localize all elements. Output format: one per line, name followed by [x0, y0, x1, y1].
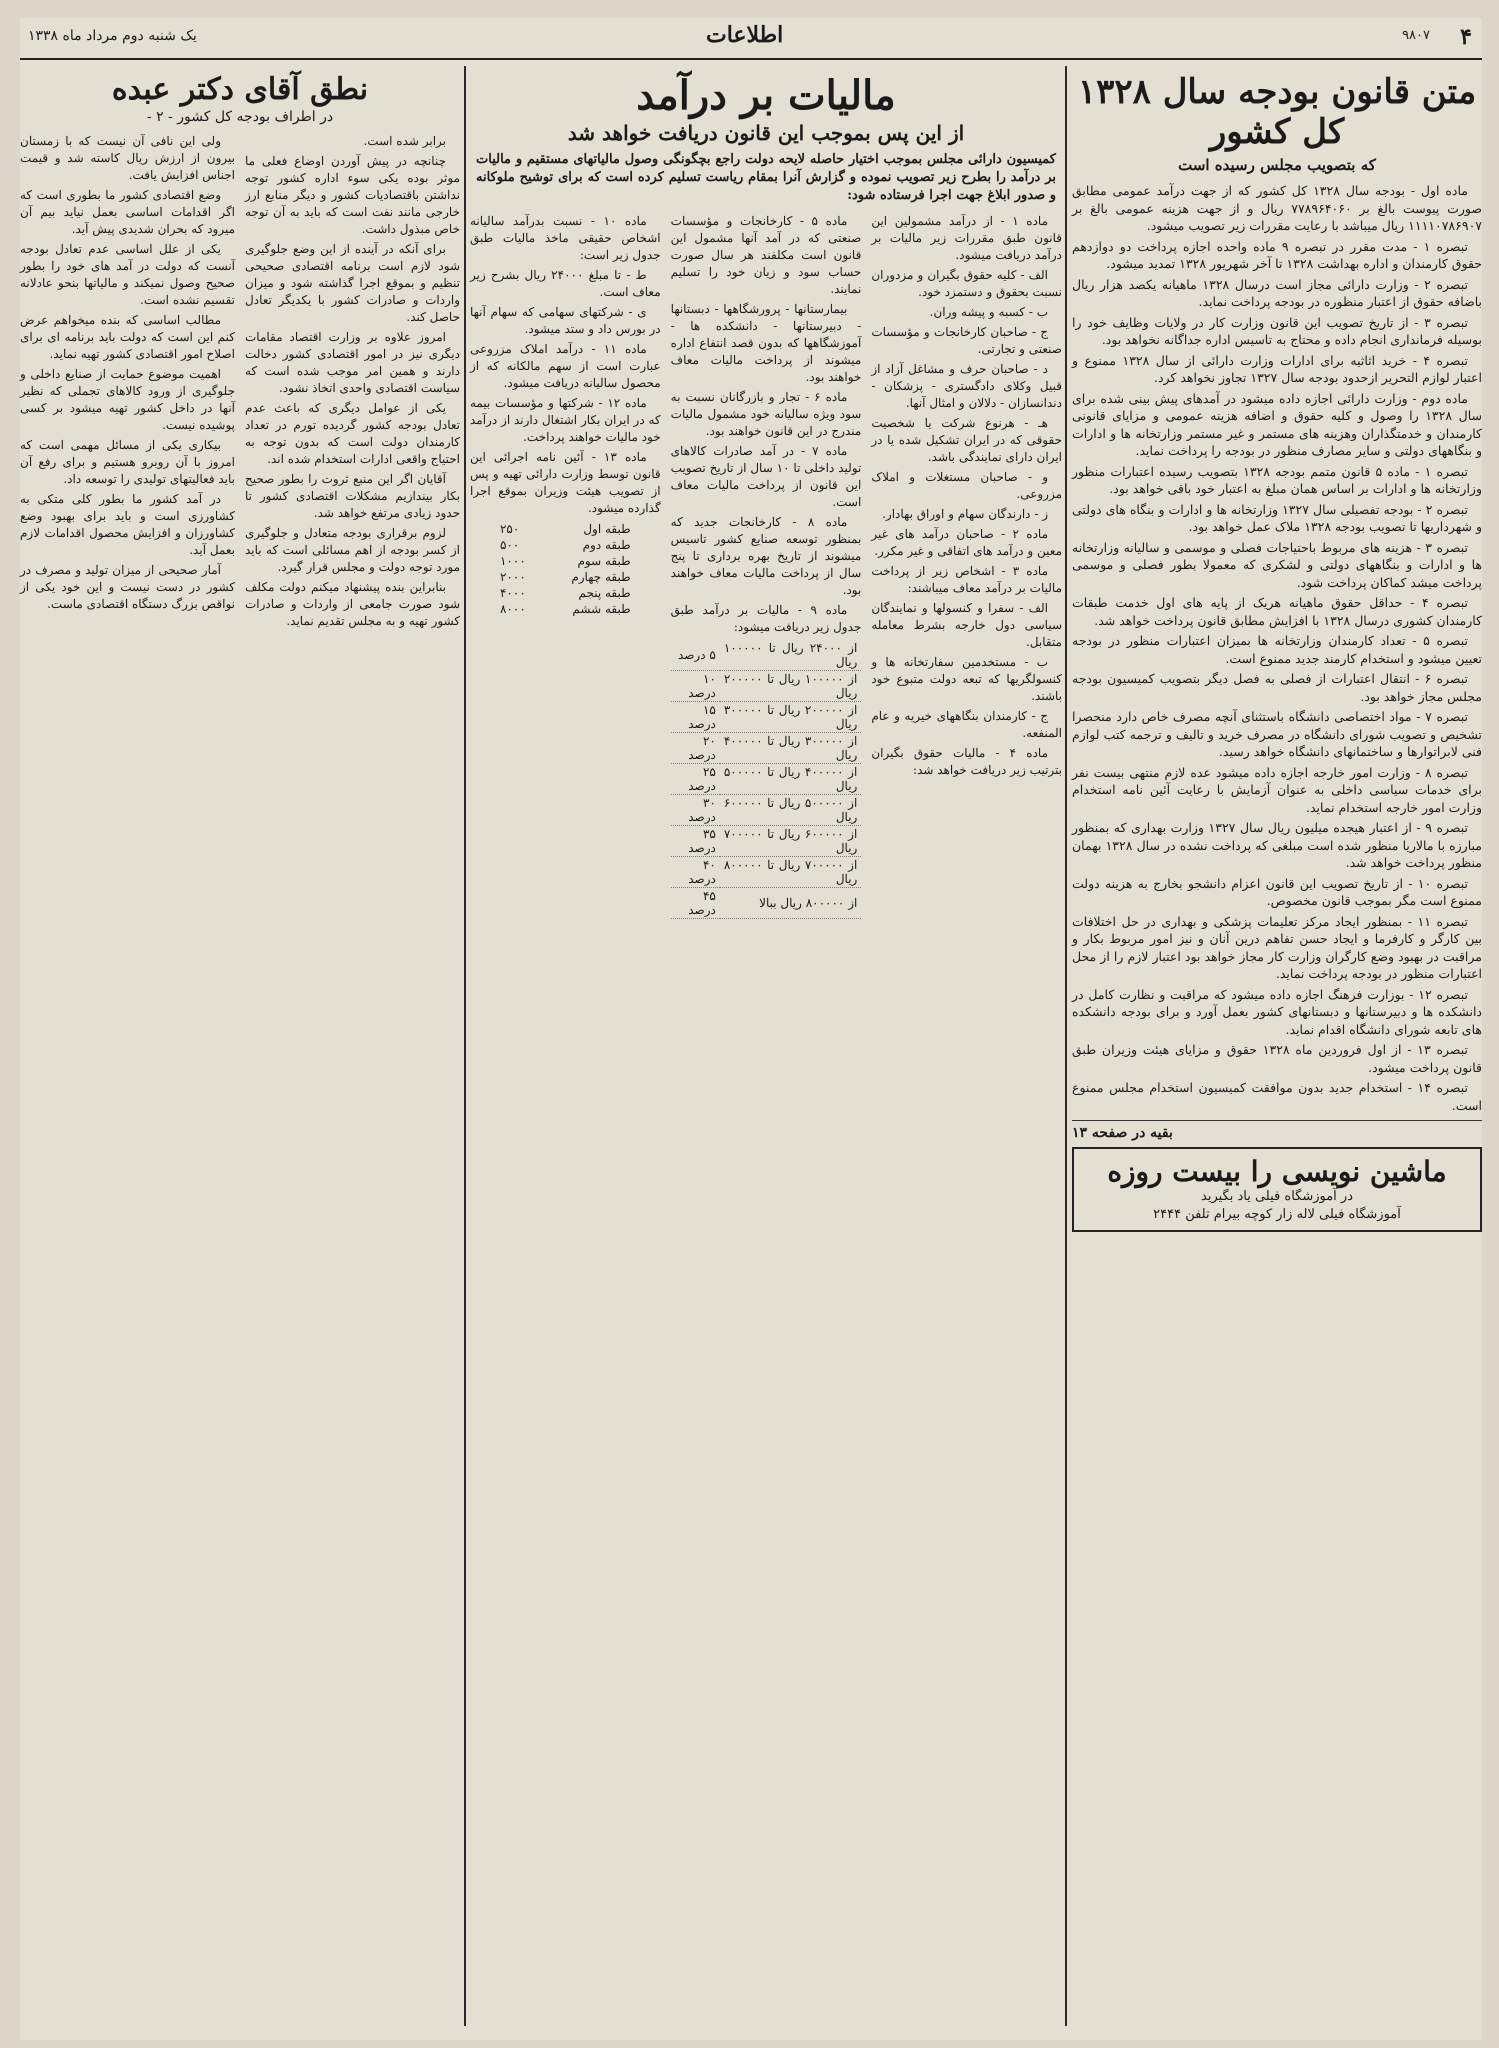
class-fee: ۲۰۰۰: [499, 570, 526, 584]
tax-rate-row: [671, 795, 862, 826]
class-fee-row: [470, 601, 661, 617]
paragraph: ماده ۴ - مالیات حقوق بگیران بترتیب زیر دریافت خواهد شد:: [871, 746, 1062, 777]
paragraph: ماده ۳ - اشخاص زیر از پرداخت مالیات بر درآمد معاف میباشند:: [871, 564, 1062, 595]
class-name: طبقه دوم: [582, 538, 631, 552]
masthead: [20, 18, 1482, 60]
paragraph: د - صاحبان حرف و مشاغل آزاد از قبیل وکلای دادگستری - پزشکان - دندانسازان - دلالان و امثال آنها.: [871, 362, 1062, 410]
paragraph: اهمیت موضوع حمایت از صنایع داخلی و جلوگیری از ورود کالاهای تجملی که نظیر آنها در داخل کشور تهیه میشود بر کسی پوشیده نیست.: [20, 367, 235, 432]
class-fee-row: [470, 553, 661, 569]
newspaper-name: اطلاعات: [706, 22, 784, 48]
class-name: طبقه چهارم: [571, 570, 631, 584]
continued-note: بقیه در صفحه ۱۳: [1072, 1120, 1482, 1141]
paragraph: تبصره ۱۳ - از اول فروردین ماه ۱۳۲۸ حقوق و مزایای هیئت وزیران طبق قانون پرداخت میشود.: [1072, 1042, 1482, 1075]
paragraph: بیمارستانها - پرورشگاهها - دبستانها - دبیرستانها - دانشکده ها - آموزشگاهها که بدون قصد انتفاع اداره میشوند از پرداخت مالیات معاف خواهند بود.: [670, 302, 862, 384]
paragraph: ماده ۱۰ - نسبت بدرآمد سالیانه اشخاص حقیقی ماخذ مالیات طبق جدول زیر است:: [469, 214, 661, 262]
paragraph: تبصره ۱ - مدت مقرر در تبصره ۹ ماده واحده اجازه پرداخت دو دوازدهم حقوق کارمندان و اداره بهداشت ۱۳۲۸ تا آخر شهریور ۱۳۲۸ تمدید میشود.: [1072, 238, 1482, 271]
class-fee-row: [470, 569, 661, 585]
class-fee: ۲۵۰: [499, 522, 520, 536]
paragraph: بیکاری یکی از مسائل مهمی است که امروز با آن روبرو هستیم و برای رفع آن باید فعالیتهای تولیدی را توسعه داد.: [20, 438, 235, 486]
paragraph: ماده ۸ - کارخانجات جدید که بمنظور توسعه صنایع کشور تاسیس میشوند از تاریخ بهره برداری تا پنج سال از پرداخت مالیات معاف خواهند بود.: [670, 515, 862, 597]
paragraph: ماده ۵ - کارخانجات و مؤسسات صنعتی که در آمد آنها مشمول این قانون است مکلفند هر سال صورت حساب سود و زیان خود را تسلیم نمایند.: [670, 214, 862, 296]
paragraph: ولی این نافی آن نیست که با زمستان بیرون از ارزش ریال کاسته شد و قیمت اجناس افزایش یافت.: [20, 134, 235, 182]
paragraph: ب - مستخدمین سفارتخانه ها و کنسولگریها که تبعه دولت متبوع خود باشند.: [871, 655, 1062, 703]
paragraph: ی - شرکتهای سهامی که سهام آنها در بورس داد و ستد میشود.: [469, 305, 661, 336]
paragraph: ماده ۶ - تجار و بازرگانان نسبت به سود ویژه سالیانه خود مشمول مالیات مندرج در این قانون خواهند بود.: [670, 390, 862, 438]
paragraph: یکی از عوامل دیگری که باعث عدم تعادل بودجه کشور گردیده تورم در تعداد کارمندان دولت است که بدون توجه به احتیاج واقعی ادارات استخدام شده اند.: [245, 401, 460, 466]
tax-rate: ۴۵ درصد: [671, 888, 720, 919]
income-tax-title: مالیات بر درآمد: [636, 72, 896, 119]
paragraph: تبصره ۶ - انتقال اعتبارات از فصلی به فصل دیگر بتصویب کمیسیون بودجه مجلس مجاز خواهد بود.: [1072, 671, 1482, 704]
paragraph: تبصره ۱۱ - بمنظور ایجاد مرکز تعلیمات پزشکی و بهداری در حل اختلافات بین کارگر و کارفرما و ایجاد حسن تفاهم درین آنان و نیز امور مربوط بکار و مراقبت در بهبود وضع کارگران وزارت کار مجاز خواهد بود اعتبار لازم را از محل اعتبارات منظور در بودجه پرداخت نماید.: [1072, 913, 1482, 981]
issue-number: ۹۸۰۷: [1402, 28, 1430, 43]
paragraph: تبصره ۴ - خرید اثاثیه برای ادارات وزارت دارائی از سال ۱۳۲۸ ممنوع و اعتبار لوازم التحریر ازحدود بودجه سال ۱۳۲۷ تجاوز نخواهد کرد.: [1072, 352, 1482, 385]
tax-rate-row: [671, 826, 862, 857]
tax-rate: ۳۵ درصد: [671, 826, 720, 857]
income-bracket: از ۱۰۰۰۰۰ ریال تا ۲۰۰۰۰۰ ریال: [720, 671, 861, 702]
paragraph: تبصره ۹ - از اعتبار هیجده میلیون ریال سال ۱۳۲۷ وزارت بهداری که بمنظور مبارزه با مالاریا منظور شده است مبلغی که پرداخت نشده در سال ۱۳۲۸ بهمان منظور پرداخت خواهد شد.: [1072, 820, 1482, 870]
income-bracket: از ۴۰۰۰۰۰ ریال تا ۵۰۰۰۰۰ ریال: [720, 764, 861, 795]
tax-rate: ۵ درصد: [671, 640, 720, 671]
tax-rate: ۲۰ درصد: [671, 733, 720, 764]
paragraph: الف - کلیه حقوق بگیران و مزدوران نسبت بحقوق و دستمزد خود.: [871, 268, 1062, 299]
paragraph: ماده ۱۱ - درآمد املاک مزروعی عبارت است از سهم مالکانه که از محصول سالیانه دریافت میشود.: [469, 342, 661, 390]
paragraph: ب - کسبه و پیشه وران.: [929, 305, 1048, 319]
income-tax-subtitle: از این پس بموجب این قانون دریافت خواهد شد: [567, 121, 965, 145]
paragraph: الف - سفرا و کنسولها و نمایندگان سیاسی دول خارجه بشرط معامله متقابل.: [871, 601, 1062, 649]
budget-law-title: متن قانون بودجه سال ۱۳۲۸ کل کشور: [1077, 72, 1477, 152]
tax-rate: ۳۰ درصد: [671, 795, 720, 826]
class-fee: ۸۰۰۰: [499, 602, 526, 616]
income-bracket: از ۳۰۰۰۰۰ ریال تا ۴۰۰۰۰۰ ریال: [720, 733, 861, 764]
class-fee-row: [470, 521, 661, 537]
issue-date: یک شنبه دوم مرداد ماه ۱۳۳۸: [28, 28, 197, 44]
paragraph: تبصره ۳ - هزینه های مربوط باحتیاجات فصلی و موسمی و سالیانه وزارتخانه ها و ادارات و بنگاههای دولتی و لشکری که معمولا بطور فصلی و موسمی پرداخت میشد کماکان پرداخت شود.: [1072, 539, 1482, 590]
class-fee-row: [470, 585, 661, 601]
income-tax-column: [470, 213, 661, 923]
class-fee: ۵۰۰: [499, 538, 520, 552]
paragraph: وضع اقتصادی کشور ما بطوری است که اگر اقدامات اساسی بعمل نیاید بیم آن میرود که بحران شدیدی پیش آید.: [20, 188, 235, 236]
class-fee-row: [470, 537, 661, 553]
paragraph: تبصره ۷ - مواد اختصاصی دانشگاه باستثنای آنچه مصرف خاص دارد منحصرا تشخیص و تصویب شورای دانشگاه در مصرف خرید و تالیف و ترجمه کتب لوازم فنی لابراتوارها و ساختمانهای دانشگاه خواهد رسید.: [1072, 709, 1482, 759]
paragraph: ماده اول - بودجه سال ۱۳۲۸ کل کشور که از جهت درآمد عمومی مطابق صورت پیوست بالغ بر ۷۷۸۹۶۴۰۶۰ ریال و از جهت هزینه عمومی بالغ بر ۱۱۱۱۰۷۸۶۹۰۷ ریال میباشد با رعایت مقررات زیر تصویب میشود.: [1072, 183, 1482, 233]
paragraph: ماده ۱۳ - آئین نامه اجرائی این قانون توسط وزارت دارائی تهیه و پس از تصویب هیئت وزیران بموقع اجرا گذارده میشود.: [469, 450, 661, 515]
speech-text-column: [245, 133, 460, 633]
paragraph: لزوم برقراری بودجه متعادل و جلوگیری از کسر بودجه از اهم مسائلی است که باید مورد توجه دولت و مجلس قرار گیرد.: [245, 526, 460, 574]
tax-rate-table: [671, 640, 862, 919]
paragraph: تبصره ۴ - حداقل حقوق ماهیانه هریک از پایه های اول خدمت طبقات کارمندان کشوری درسال ۱۳۲۸ با افزایش مطابق قانون پرداخت خواهد شد.: [1072, 595, 1482, 628]
tax-rate-row: [671, 640, 862, 671]
class-name: طبقه اول: [583, 522, 631, 536]
column-divider: [1065, 66, 1067, 2026]
paragraph: ماده ۹ - مالیات بر درآمد طبق جدول زیر دریافت میشود:: [670, 603, 862, 634]
speech-column: [20, 66, 460, 633]
paragraph: تبصره ۵ - تعداد کارمندان وزارتخانه ها بمیزان اعتبارات منظور در بودجه تعیین میشود و استخدام کارمند جدید ممنوع است.: [1072, 633, 1482, 666]
class-fee: ۴۰۰۰: [499, 586, 526, 600]
income-bracket: از ۲۰۰۰۰۰ ریال تا ۳۰۰۰۰۰ ریال: [720, 702, 861, 733]
paragraph: مطالب اساسی که بنده میخواهم عرض کنم این است که دولت باید برنامه ای برای اصلاح امور اقتصادی کشور تهیه نماید.: [20, 313, 235, 361]
tax-rate: ۴۰ درصد: [671, 857, 720, 888]
paragraph: هـ - هرنوع شرکت یا شخصیت حقوقی که در ایران تشکیل شده یا در ایران دارای نمایندگی باشد.: [871, 416, 1062, 464]
income-bracket: از ۶۰۰۰۰۰ ریال تا ۷۰۰۰۰۰ ریال: [720, 826, 861, 857]
paragraph: ماده ۷ - در آمد صادرات کالاهای تولید داخلی تا ۱۰ سال از تاریخ تصویب این قانون از پرداخت مالیات معاف است.: [670, 444, 862, 509]
paragraph: امروز علاوه بر وزارت اقتصاد مقامات دیگری نیز در امور اقتصادی کشور دخالت دارند و همین امر موجب شده است که سیاست اقتصادی واحدی اتخاذ نشود.: [245, 330, 460, 395]
tax-rate-row: [671, 764, 862, 795]
paragraph: تبصره ۱۴ - استخدام جدید بدون موافقت کمیسیون استخدام مجلس ممنوع است.: [1072, 1080, 1482, 1113]
speech-title: نطق آقای دکتر عبده: [111, 72, 369, 107]
paragraph: تبصره ۲ - بودجه تفصیلی سال ۱۳۲۷ وزارتخانه ها و ادارات و بنگاه های دولتی و شهرداریها تا تصویب بودجه ۱۳۲۸ ملاک عمل خواهد بود.: [1072, 501, 1482, 534]
income-bracket: از ۵۰۰۰۰۰ ریال تا ۶۰۰۰۰۰ ریال: [720, 795, 861, 826]
class-name: طبقه ششم: [572, 602, 631, 616]
tax-rate: ۱۰ درصد: [671, 671, 720, 702]
paragraph: ز - دارندگان سهام و اوراق بهادار.: [882, 507, 1048, 521]
income-bracket: از ۷۰۰۰۰۰ ریال تا ۸۰۰۰۰۰ ریال: [720, 857, 861, 888]
class-fee-list: [470, 521, 661, 617]
budget-law-column: [1072, 66, 1482, 1232]
budget-law-subtitle: که بتصویب مجلس رسیده است: [1178, 156, 1376, 174]
paragraph: یکی از علل اساسی عدم تعادل بودجه آنست که دولت در آمد های خود را بطور صحیح وصول نمیکند و مالیاتها بنحو عادلانه تقسیم نشده است.: [20, 242, 235, 307]
paragraph: تبصره ۱ - ماده ۵ قانون متمم بودجه ۱۳۲۸ بتصویب رسیده اعتبارات منظور وزارتخانه ها و ادارات بر اساس همان مبلغ به اعتبار خود باقی خواهد بود.: [1072, 463, 1482, 496]
income-tax-section: [470, 66, 1062, 923]
class-name: طبقه پنجم: [578, 586, 631, 600]
income-bracket: از ۸۰۰۰۰۰ ریال ببالا: [720, 888, 861, 919]
income-tax-column: [671, 213, 862, 923]
paragraph: چنانچه در پیش آوردن اوضاع فعلی ما موثر بوده یکی سوء اداره کشور توجه نداشتن باقتصادیات کشور و دیگر منابع ارز خارجی مانند نفت است که باید به آن توجه خاص مبذول داشت.: [245, 154, 460, 236]
paragraph: برابر شده است.: [363, 134, 446, 148]
paragraph: بنابراین بنده پیشنهاد میکنم دولت مکلف شود صورت جامعی از واردات و صادرات کشور تهیه و به مجلس تقدیم نماید.: [245, 580, 460, 628]
tax-rate: ۲۵ درصد: [671, 764, 720, 795]
income-tax-intro: کمیسیون دارائی مجلس بموجب اختیار حاصله لایحه دولت راجع بچگونگی وصول مالیاتهای مستقیم و مالیات بر درآمد را بطرح زیر تصویب نموده و گزارش آنرا بمقام ریاست تسلیم کرده است که برای توشیح ملوکانه و صدور ابلاغ جهت اجرا فرستاده شود:: [476, 152, 1056, 203]
typing-school-ad: [1072, 1147, 1482, 1232]
paragraph: و - صاحبان مستغلات و املاک مزروعی.: [871, 470, 1062, 501]
newspaper-page: [20, 18, 1482, 2040]
paragraph: آمار صحیحی از میزان تولید و مصرف در کشور در دست نیست و این خود یکی از نواقص بزرگ دستگاه اقتصادی ماست.: [20, 563, 235, 611]
tax-rate-row: [671, 733, 862, 764]
paragraph: ماده ۱ - از درآمد مشمولین این قانون طبق مقررات زیر مالیات بر درآمد دریافت میشود.: [871, 214, 1062, 262]
class-fee: ۱۰۰۰: [499, 554, 526, 568]
paragraph: در آمد کشور ما بطور کلی متکی به کشاورزی است و باید برای بهبود وضع کشاورزان و افزایش محصول اقدامات لازم بعمل آید.: [20, 492, 235, 557]
paragraph: ماده ۱۲ - شرکتها و مؤسسات بیمه که در ایران بکار اشتغال دارند از درآمد خود مالیات خواهند پرداخت.: [469, 396, 661, 444]
class-name: طبقه سوم: [577, 554, 631, 568]
paragraph: تبصره ۳ - از تاریخ تصویب این قانون وزارت کار در ولایات وظایف خود را بوسیله فرمانداری انجام داده و محتاج به تاسیس اداره جداگانه نخواهد بود.: [1072, 314, 1482, 347]
paragraph: برای آنکه در آینده از این وضع جلوگیری شود لازم است برنامه اقتصادی صحیحی تنظیم و بموقع اجرا گذاشته شود و میزان واردات و صادرات کشور با یکدیگر تعادل حاصل کند.: [245, 242, 460, 324]
tax-rate-row: [671, 671, 862, 702]
tax-rate-row: [671, 857, 862, 888]
paragraph: تبصره ۲ - وزارت دارائی مجاز است درسال ۱۳۲۸ ماهیانه یکصد هزار ریال باضافه حقوق از اعتبار منظوره در بودجه پرداخت نماید.: [1072, 276, 1482, 309]
ad-title: ماشین نویسی را بیست روزه: [1107, 1155, 1447, 1188]
paragraph: آقایان اگر این منبع ثروت را بطور صحیح بکار بیندازیم مشکلات اقتصادی کشور تا حدود زیادی مرتفع خواهد شد.: [245, 472, 460, 520]
paragraph: ج - صاحبان کارخانجات و مؤسسات صنعتی و تجارتی.: [871, 325, 1062, 356]
paragraph: تبصره ۱۰ - از تاریخ تصویب این قانون اعزام دانشجو بخارج به هزینه دولت ممنوع است مگر بموجب قانون مخصوص.: [1072, 875, 1482, 908]
speech-text-column: [20, 133, 235, 633]
paragraph: ط - تا مبلغ ۲۴۰۰۰ ریال بشرح زیر معاف است.: [469, 268, 661, 299]
income-tax-column: [871, 213, 1062, 923]
page-number: ۴: [1460, 24, 1472, 50]
budget-law-body: [1072, 182, 1482, 1114]
paragraph: ماده ۲ - صاحبان درآمد های غیر معین و درآمد های اتفاقی و غیر مکرر.: [871, 527, 1062, 558]
tax-rate: ۱۵ درصد: [671, 702, 720, 733]
ad-line: در آموزشگاه فیلی یاد بگیرید: [1201, 1189, 1353, 1204]
tax-rate-row: [671, 888, 862, 919]
income-bracket: از ۲۴۰۰۰ ریال تا ۱۰۰۰۰۰ ریال: [720, 640, 861, 671]
paragraph: تبصره ۸ - وزارت امور خارجه اجازه داده میشود عده لازم منتهی بیست نفر برای خدمات سیاسی داخلی به عنوان آزمایش با رعایت آئین نامه استخدام وزارت امور خارجه استخدام نماید.: [1072, 764, 1482, 815]
paragraph: ج - کارمندان بنگاههای خیریه و عام المنفعه.: [871, 709, 1062, 740]
paragraph: تبصره ۱۲ - بوزارت فرهنگ اجازه داده میشود که مراقبت و نظارت کامل در دانشکده ها و دبیرستانها و دبستانهای کشور بعمل آورد و برای بودجه دانشکده های تابعه شورای دانشگاه اقدام نماید.: [1072, 986, 1482, 1037]
ad-line: آموزشگاه فیلی لاله زار کوچه بیرام تلفن ۲۴۴۴: [1153, 1207, 1401, 1222]
income-tax-columns: [470, 213, 1062, 923]
speech-subtitle: در اطراف بودجه کل کشور - ۲ -: [146, 109, 334, 125]
speech-columns: [20, 133, 460, 633]
column-divider: [464, 66, 466, 2026]
tax-rate-row: [671, 702, 862, 733]
paragraph: ماده دوم - وزارت دارائی اجازه داده میشود در آمدهای پیش بینی شده برای سال ۱۳۲۸ را وصول و کلیه حقوق و اضافه هزینه عمومی و مزایای قانونی کارمندان و خدمتگذاران وهزینه های مستمر و غیر مستمر وزارتخانه ها و ادارات و بنگاههای دولتی و سایر مصارف منظور در بودجه را پرداخت نماید.: [1072, 390, 1482, 458]
